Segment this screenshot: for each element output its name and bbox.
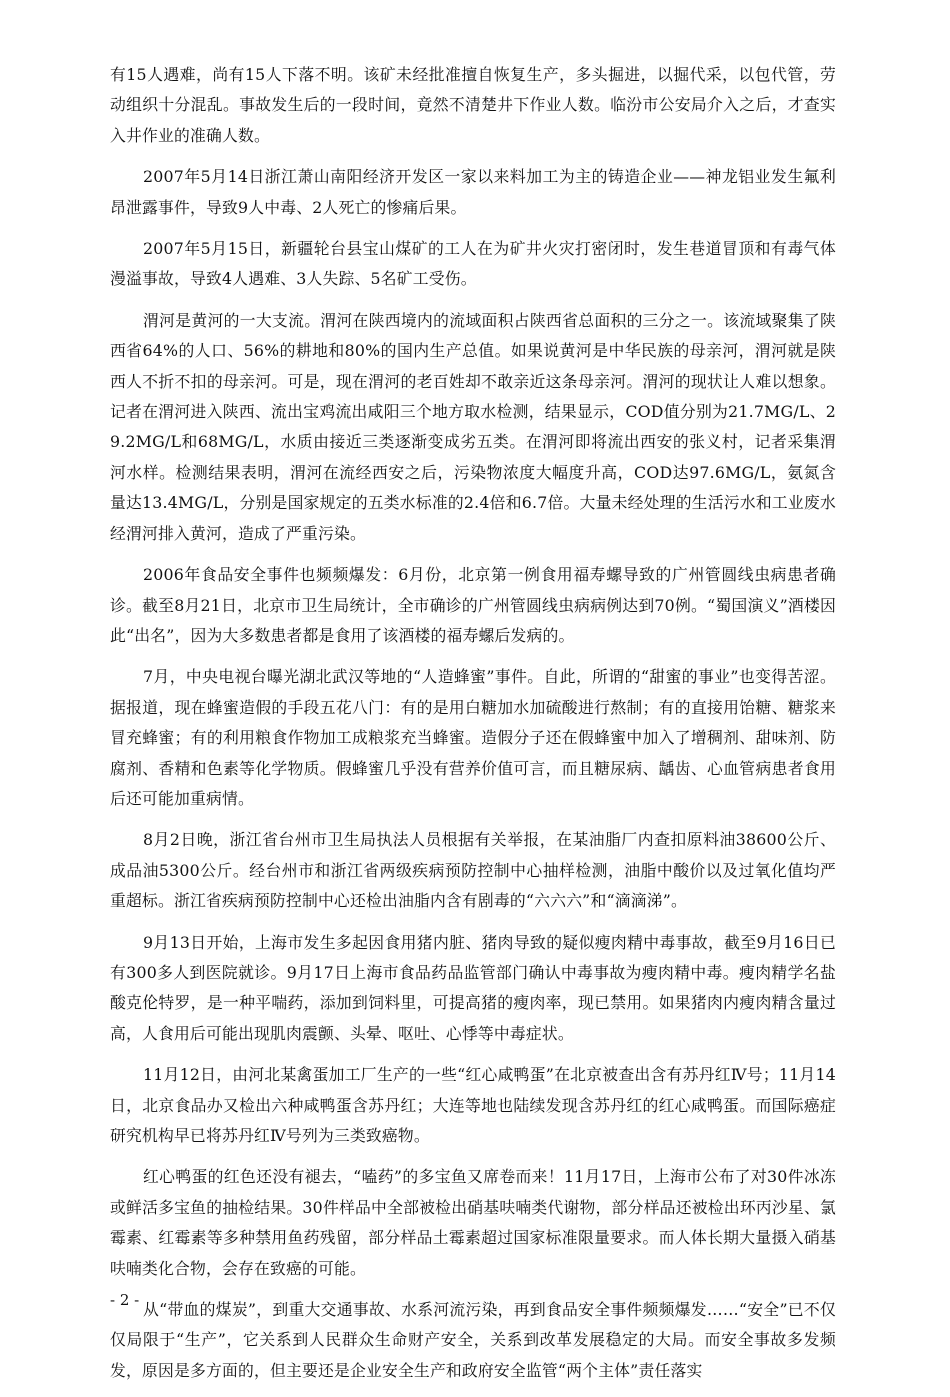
document-body: [110, 60, 836, 1397]
paragraph-9: 11月12日，由河北某禽蛋加工厂生产的一些“红心咸鸭蛋”在北京被查出含有苏丹红Ⅳ号；11月14日，北京食品办又检出六种咸鸭蛋含苏丹红；大连等地也陆续发现含苏丹红的红心咸鸭蛋。而国际癌症研究机构早已将苏丹红Ⅳ号列为三类致癌物。: [110, 1065, 836, 1145]
page-number: - 2 -: [110, 1291, 140, 1309]
paragraph-6: 7月，中央电视台曝光湖北武汉等地的“人造蜂蜜”事件。自此，所谓的“甜蜜的事业”也变得苦涩。据报道，现在蜂蜜造假的手段五花八门：有的是用白糖加水加硫酸进行熬制；有的直接用饴糖、糖浆来冒充蜂蜜；有的利用粮食作物加工成粮浆充当蜂蜜。造假分子还在假蜂蜜中加入了增稠剂、甜味剂、防腐剂、香精和色素等化学物质。假蜂蜜几乎没有营养价值可言，而且糖尿病、龋齿、心血管病患者食用后还可能加重病情。: [110, 667, 836, 808]
paragraph-7: 8月2日晚，浙江省台州市卫生局执法人员根据有关举报，在某油脂厂内查扣原料油38600公斤、成品油5300公斤。经台州市和浙江省两级疾病预防控制中心抽样检测，油脂中酸价以及过氧化值均严重超标。浙江省疾病预防控制中心还检出油脂内含有剧毒的“六六六”和“滴滴涕”。: [110, 830, 836, 911]
paragraph-8: 9月13日开始，上海市发生多起因食用猪内脏、猪肉导致的疑似瘦肉精中毒事故，截至9月16日已有300多人到医院就诊。9月17日上海市食品药品监管部门确认中毒事故为瘦肉精中毒。瘦肉精学名盐酸克伦特罗，是一种平喘药，添加到饲料里，可提高猪的瘦肉率，现已禁用。如果猪肉内瘦肉精含量过高，人食用后可能出现肌肉震颤、头晕、呕吐、心悸等中毒症状。: [110, 932, 836, 1043]
paragraph-2: 2007年5月14日浙江萧山南阳经济开发区一家以来料加工为主的铸造企业——神龙铝业发生氟利昂泄露事件，导致9人中毒、2人死亡的惨痛后果。: [110, 167, 836, 217]
paragraph-10: 红心鸭蛋的红色还没有褪去，“嗑药”的多宝鱼又席卷而来！11月17日，上海市公布了对30件冰冻或鲜活多宝鱼的抽检结果。30件样品中全部被检出硝基呋喃类代谢物，部分样品还被检出环丙沙星、氯霉素、红霉素等多种禁用鱼药残留，部分样品土霉素超过国家标准限量要求。而人体长期大量摄入硝基呋喃类化合物，会存在致癌的可能。: [110, 1167, 836, 1278]
paragraph-5: 2006年食品安全事件也频频爆发：6月份，北京第一例食用福寿螺导致的广州管圆线虫病患者确诊。截至8月21日，北京市卫生局统计，全市确诊的广州管圆线虫病病例达到70例。“蜀国演义”酒楼因此“出名”，因为大多数患者都是食用了该酒楼的福寿螺后发病的。: [110, 565, 836, 645]
paragraph-3: 2007年5月15日，新疆轮台县宝山煤矿的工人在为矿井火灾打密闭时，发生巷道冒顶和有毒气体漫溢事故，导致4人遇难、3人失踪、5名矿工受伤。: [110, 239, 836, 289]
paragraph-4: 渭河是黄河的一大支流。渭河在陕西境内的流域面积占陕西省总面积的三分之一。该流域聚集了陕西省64%的人口、56%的耕地和80%的国内生产总值。如果说黄河是中华民族的母亲河，渭河就是陕西人不折不扣的母亲河。可是，现在渭河的老百姓却不敢亲近这条母亲河。渭河的现状让人难以想象。记者在渭河进入陕西、流出宝鸡流出咸阳三个地方取水检测，结果显示，COD值分别为21.7MG/L、29.2MG/L和68MG/L，水质由接近三类逐渐变成劣五类。在渭河即将流出西安的张义村，记者采集渭河水样。检测结果表明，渭河在流经西安之后，污染物浓度大幅度升高，COD达97.6MG/L，氨氮含量达13.4MG/L，分别是国家规定的五类水标准的2.4倍和6.7倍。大量未经处理的生活污水和工业废水经渭河排入黄河，造成了严重污染。: [110, 310, 836, 543]
paragraph-11: 从“带血的煤炭”，到重大交通事故、水系河流污染，再到食品安全事件频频爆发……“安全”已不仅仅局限于“生产”，它关系到人民群众生命财产安全，关系到改革发展稳定的大局。而安全事故多发频发，原因是多方面的，但主要还是企业安全生产和政府安全监管“两个主体”责任落实: [110, 1300, 836, 1380]
paragraph-1: 有15人遇难，尚有15人下落不明。该矿未经批准擅自恢复生产，多头掘进，以掘代采，以包代管，劳动组织十分混乱。事故发生后的一段时间，竟然不清楚井下作业人数。临汾市公安局介入之后，才查实入井作业的准确人数。: [110, 65, 836, 145]
